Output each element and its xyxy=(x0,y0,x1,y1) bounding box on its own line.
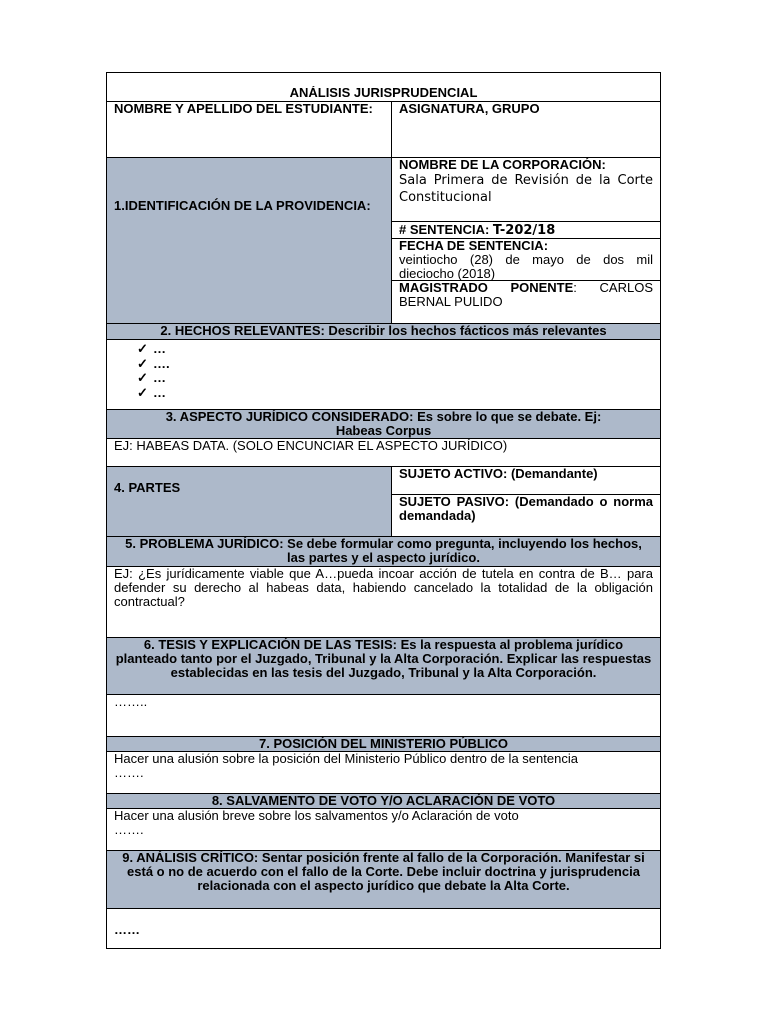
section3-body[interactable]: EJ: HABEAS DATA. (SOLO ENCUNCIAR EL ASPECTO JURÍDICO) xyxy=(107,438,660,466)
corporation-value: Sala Primera de Revisión de la Corte Constitucional xyxy=(399,173,653,205)
list-item xyxy=(137,342,660,357)
section7-text: Hacer una alusión sobre la posición del Ministerio Público dentro de la sentencia xyxy=(114,751,578,766)
check-icon: ✓ xyxy=(137,341,148,356)
section9-body[interactable]: …… xyxy=(107,908,660,948)
fecha-cell[interactable] xyxy=(391,238,660,280)
magistrado-cell[interactable] xyxy=(391,280,660,323)
sujeto-pasivo-cell[interactable]: SUJETO PASIVO: (Demandado o norma demandada) xyxy=(391,494,660,536)
section8-text: Hacer una alusión breve sobre los salvamentos y/o Aclaración de voto xyxy=(114,808,519,823)
check-icon: ✓ xyxy=(137,355,148,371)
magistrado-label: MAGISTRADO PONENTE xyxy=(399,280,574,295)
check-icon: ✓ xyxy=(137,384,148,400)
sujeto-activo-cell[interactable]: SUJETO ACTIVO: (Demandante) xyxy=(391,466,660,494)
section9-header: 9. ANÁLISIS CRÍTICO: Sentar posición frente al fallo de la Corporación. Manifestar si está o no de acuerdo con el fallo de la Corte. Debe incluir doctrina y jurisprudencia relacionada con el aspecto jurídico que debate la Alta Corte. xyxy=(107,850,660,908)
section6-body[interactable]: …….. xyxy=(107,694,660,736)
fecha-value: veintiocho (28) de mayo de dos mil dieciocho (2018) xyxy=(399,252,653,280)
section2-body[interactable] xyxy=(107,339,660,409)
list-item xyxy=(137,386,660,401)
list-item-text: …. xyxy=(153,355,170,371)
facts-list xyxy=(107,342,660,400)
list-item-text: … xyxy=(153,384,166,400)
magistrado-value: : CARLOS BERNAL PULIDO xyxy=(399,280,653,309)
student-name-label[interactable] xyxy=(107,101,391,157)
section7-body[interactable] xyxy=(107,751,660,793)
corporation-label: NOMBRE DE LA CORPORACIÓN: xyxy=(399,157,606,172)
section5-header: 5. PROBLEMA JURÍDICO: Se debe formular como pregunta, incluyendo los hechos, las partes y el aspecto jurídico. xyxy=(107,536,660,566)
check-icon: ✓ xyxy=(137,370,148,385)
section8-body[interactable] xyxy=(107,808,660,850)
subject-group-label[interactable]: ASIGNATURA, GRUPO xyxy=(391,101,660,157)
analysis-form xyxy=(106,72,661,949)
section7-header: 7. POSICIÓN DEL MINISTERIO PÚBLICO xyxy=(107,736,660,751)
corporation-cell[interactable] xyxy=(391,157,660,221)
sentencia-label: # SENTENCIA: xyxy=(399,222,490,237)
section4-label: 4. PARTES xyxy=(107,466,391,536)
section7-dots: ……. xyxy=(114,765,144,780)
list-item xyxy=(137,371,660,386)
section5-body[interactable]: EJ: ¿Es jurídicamente viable que A…pueda incoar acción de tutela en contra de B… para defender su derecho al habeas data, habiendo cancelado la totalidad de la obligación contractual? xyxy=(107,566,660,637)
list-item-text: … xyxy=(153,341,166,356)
section6-header: 6. TESIS Y EXPLICACIÓN DE LAS TESIS: Es la respuesta al problema jurídico planteado tanto por el Juzgado, Tribunal y la Alta Corporación. Explicar las respuestas establecidas en las tesis del Juzgado, Tribunal y la Alta Corporación. xyxy=(107,637,660,694)
section8-header: 8. SALVAMENTO DE VOTO Y/O ACLARACIÓN DE VOTO xyxy=(107,793,660,808)
list-item-text: … xyxy=(153,370,166,385)
sentencia-cell[interactable] xyxy=(391,221,660,238)
list-item xyxy=(137,357,660,372)
section8-dots: ……. xyxy=(114,822,144,837)
section1-label: 1.IDENTIFICACIÓN DE LA PROVIDENCIA: xyxy=(107,157,391,323)
section2-header: 2. HECHOS RELEVANTES: Describir los hechos fácticos más relevantes xyxy=(107,323,660,339)
section3-header: 3. ASPECTO JURÍDICO CONSIDERADO: Es sobre lo que se debate. Ej: Habeas Corpus xyxy=(107,409,660,438)
sentencia-value: T-202/18 xyxy=(492,223,556,238)
form-title: ANÁLISIS JURISPRUDENCIAL xyxy=(289,86,478,100)
student-name-label-text: NOMBRE Y APELLIDO DEL ESTUDIANTE: xyxy=(114,101,373,116)
fecha-label: FECHA DE SENTENCIA: xyxy=(399,238,549,253)
